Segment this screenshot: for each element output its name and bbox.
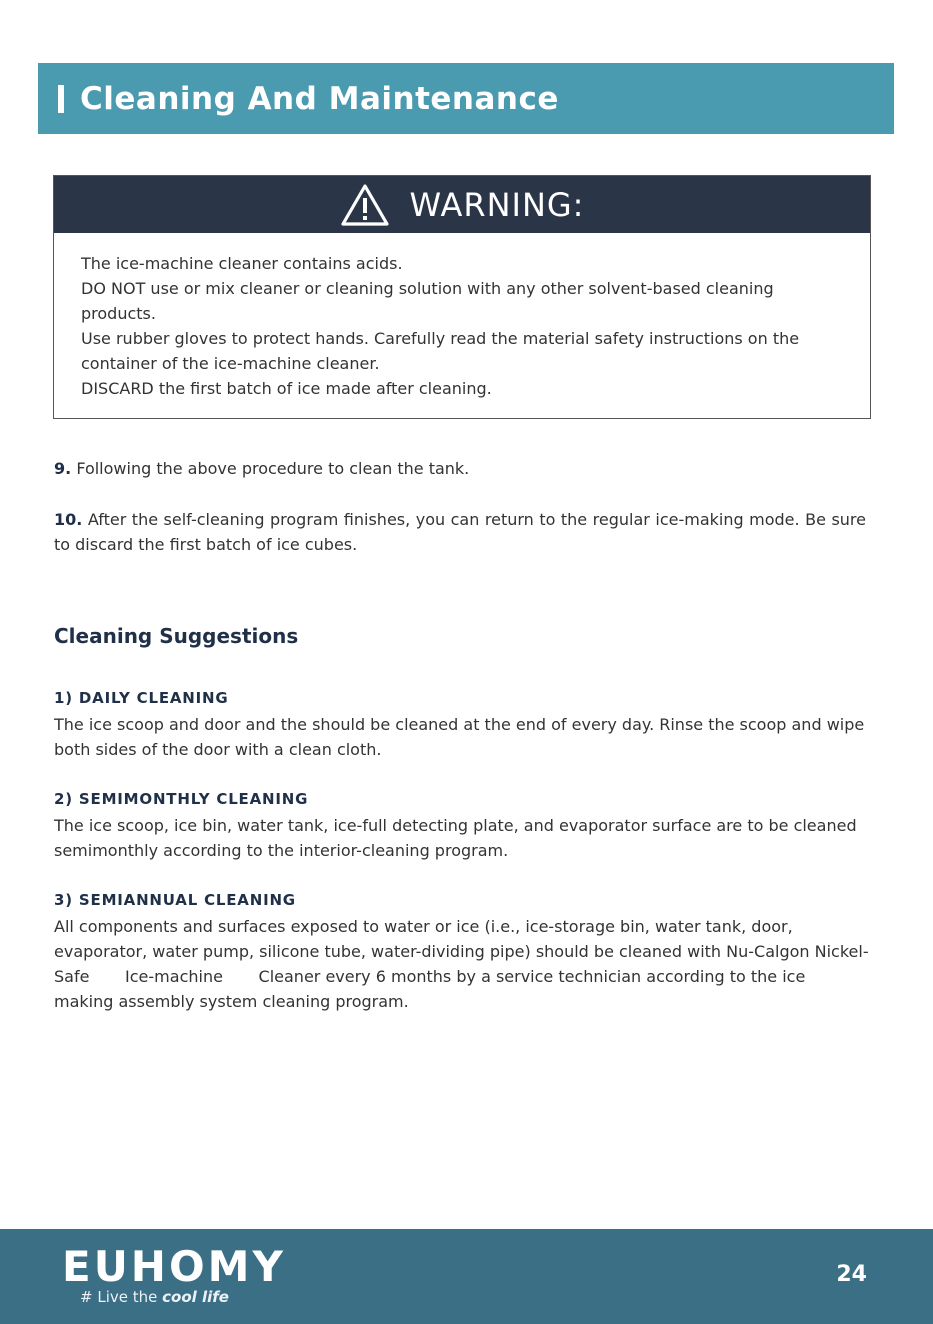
step-10 — [54, 507, 866, 557]
warning-line: Use rubber gloves to protect hands. Carefully read the material safety instructions on the container of the ice-machine cleaner. — [81, 329, 800, 373]
warning-line: DO NOT use or mix cleaner or cleaning solution with any other solvent-based cleaning products. — [81, 279, 774, 323]
warning-header — [54, 176, 870, 233]
step-text: After the self-cleaning program finishes, you can return to the regular ice-making mode. Be sure to discard the first batch of ice cubes. — [54, 510, 866, 554]
step-9 — [54, 456, 866, 481]
warning-box — [53, 175, 871, 419]
daily-cleaning-body: The ice scoop and door and the should be cleaned at the end of every day. Rinse the scoop and wipe both sides of the door with a clean cloth. — [54, 715, 865, 759]
warning-line: The ice-machine cleaner contains acids. — [81, 254, 403, 273]
tagline-prefix: # Live the — [80, 1288, 163, 1306]
warning-line: DISCARD the first batch of ice made after cleaning. — [81, 379, 492, 398]
semimonthly-cleaning-heading: 2) SEMIMONTHLY CLEANING — [54, 790, 309, 808]
brand-logo: EUHOMY — [62, 1242, 286, 1291]
semimonthly-cleaning-body: The ice scoop, ice bin, water tank, ice-full detecting plate, and evaporator surface are to be cleaned semimonthly according to the interior-cleaning program. — [54, 816, 857, 860]
warning-triangle-icon — [340, 183, 390, 227]
step-number: 10. — [54, 510, 83, 529]
tagline-emphasis: cool life — [162, 1288, 229, 1306]
header-marker — [58, 85, 64, 113]
step-text: Following the above procedure to clean the tank. — [76, 459, 470, 478]
page-footer — [0, 1229, 933, 1324]
step-number: 9. — [54, 459, 72, 478]
semiannual-cleaning-body: All components and surfaces exposed to water or ice (i.e., ice-storage bin, water tank, door, evaporator, water pump, silicone tube, water-dividing pipe) should be cleaned with Nu-Calgon Nickel-Safe Ice-machine Cleaner every 6 months by a service technician according to the ice making assembly system cleaning program. — [54, 917, 869, 1011]
page-number: 24 — [836, 1262, 867, 1287]
daily-cleaning-heading: 1) DAILY CLEANING — [54, 689, 229, 707]
tagline — [80, 1288, 229, 1306]
warning-body — [54, 233, 870, 401]
suggestions-title: Cleaning Suggestions — [54, 624, 299, 648]
warning-title: WARNING: — [409, 185, 585, 224]
section-header — [38, 63, 894, 134]
page-title: Cleaning And Maintenance — [80, 80, 559, 117]
semiannual-cleaning-heading: 3) SEMIANNUAL CLEANING — [54, 891, 296, 909]
